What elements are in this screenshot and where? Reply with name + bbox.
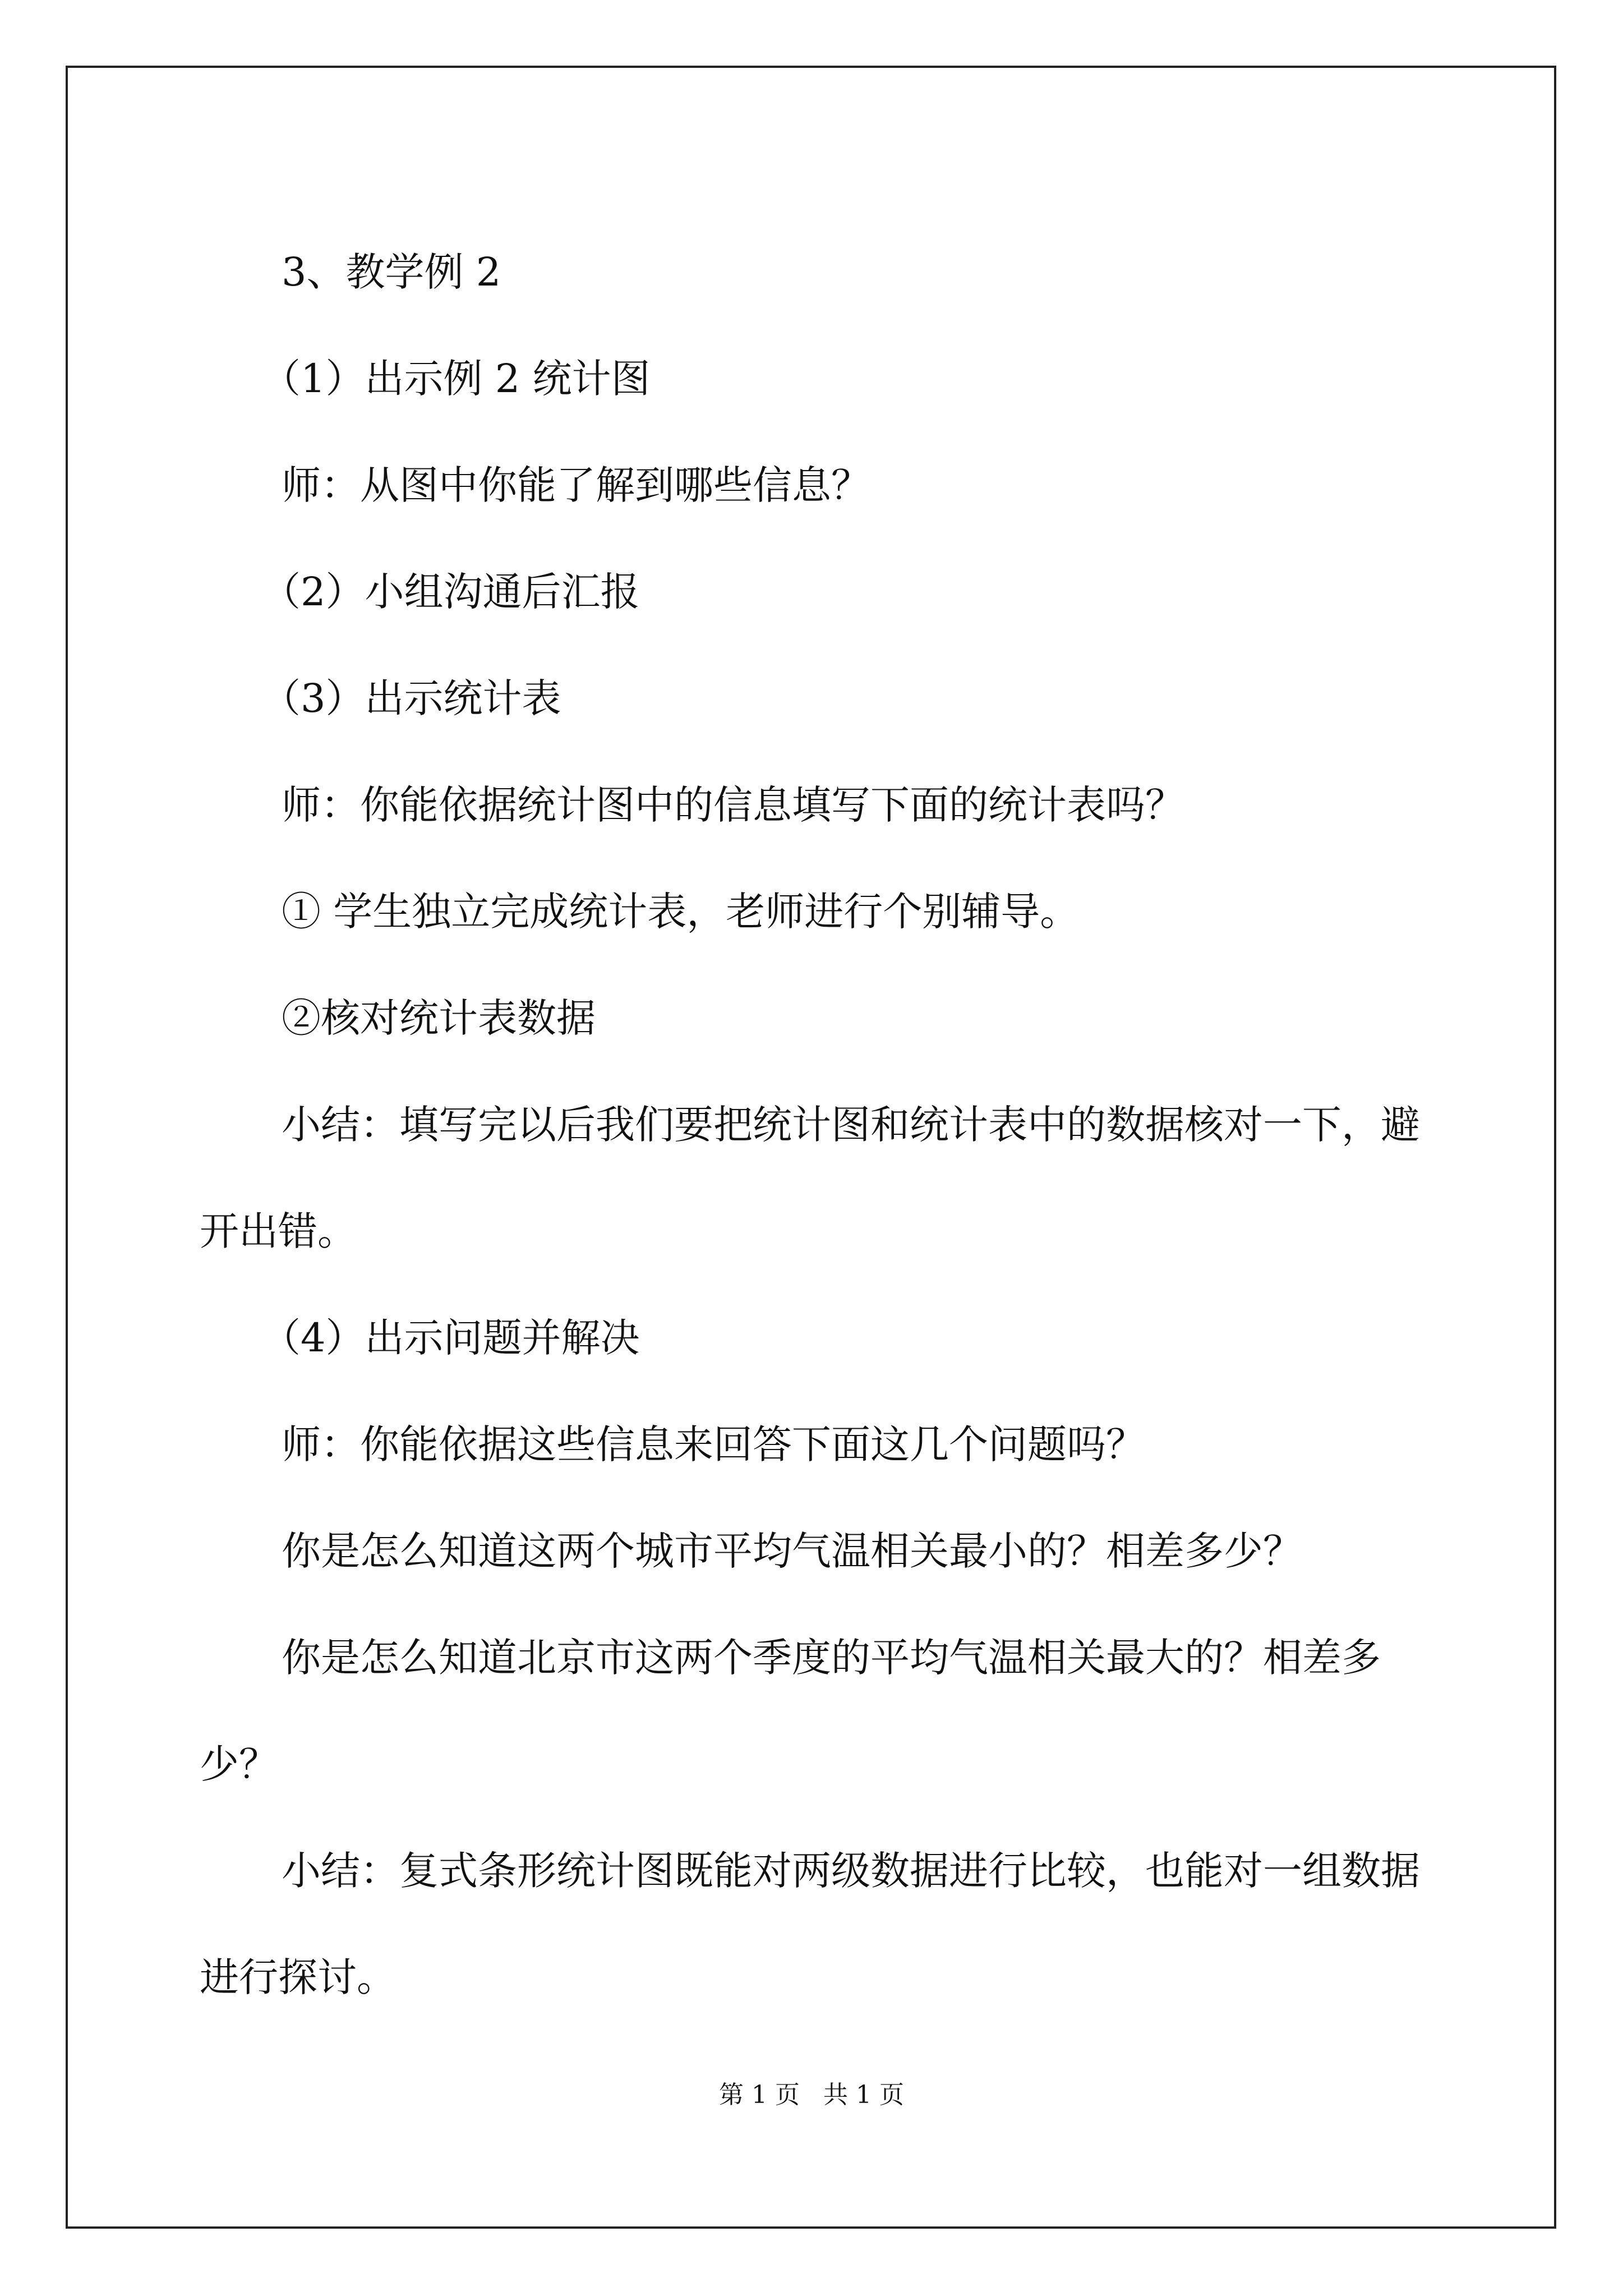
step-item: （2）小组沟通后汇报 [261, 569, 640, 615]
question-paragraph: 你是怎么知道北京市这两个季度的平均气温相关最大的？相差多少？ [200, 1635, 1381, 1787]
page-footer [0, 2078, 1623, 2112]
question-paragraph: 你是怎么知道这两个城市平均气温相关最小的？相差多少？ [282, 1528, 1302, 1574]
page-total: 共 1 页 [823, 2081, 904, 2109]
paragraph: ②核对统计表数据 [282, 995, 596, 1041]
paragraph: 师：你能依据统计图中的信息填写下面的统计表吗？ [282, 782, 1184, 828]
step-item: （3）出示统计表 [261, 675, 561, 721]
document-body [200, 219, 1433, 2031]
summary-paragraph: 小结：填写完以后我们要把统计图和统计表中的数据核对一下，避开出错。 [200, 1102, 1420, 1254]
step-item: （1）出示例 2 统计图 [261, 356, 651, 402]
paragraph: 师：从图中你能了解到哪些信息？ [282, 462, 870, 508]
paragraph: ① 学生独立完成统计表，老师进行个别辅导。 [282, 889, 1080, 935]
page-number: 第 1 页 [719, 2081, 800, 2109]
paragraph: 师：你能依据这些信息来回答下面这几个问题吗？ [282, 1421, 1145, 1467]
section-heading: 3、教学例 2 [282, 249, 501, 295]
step-item: （4）出示问题并解决 [261, 1315, 640, 1361]
summary-paragraph: 小结：复式条形统计图既能对两级数据进行比较，也能对一组数据进行探讨。 [200, 1848, 1420, 2000]
